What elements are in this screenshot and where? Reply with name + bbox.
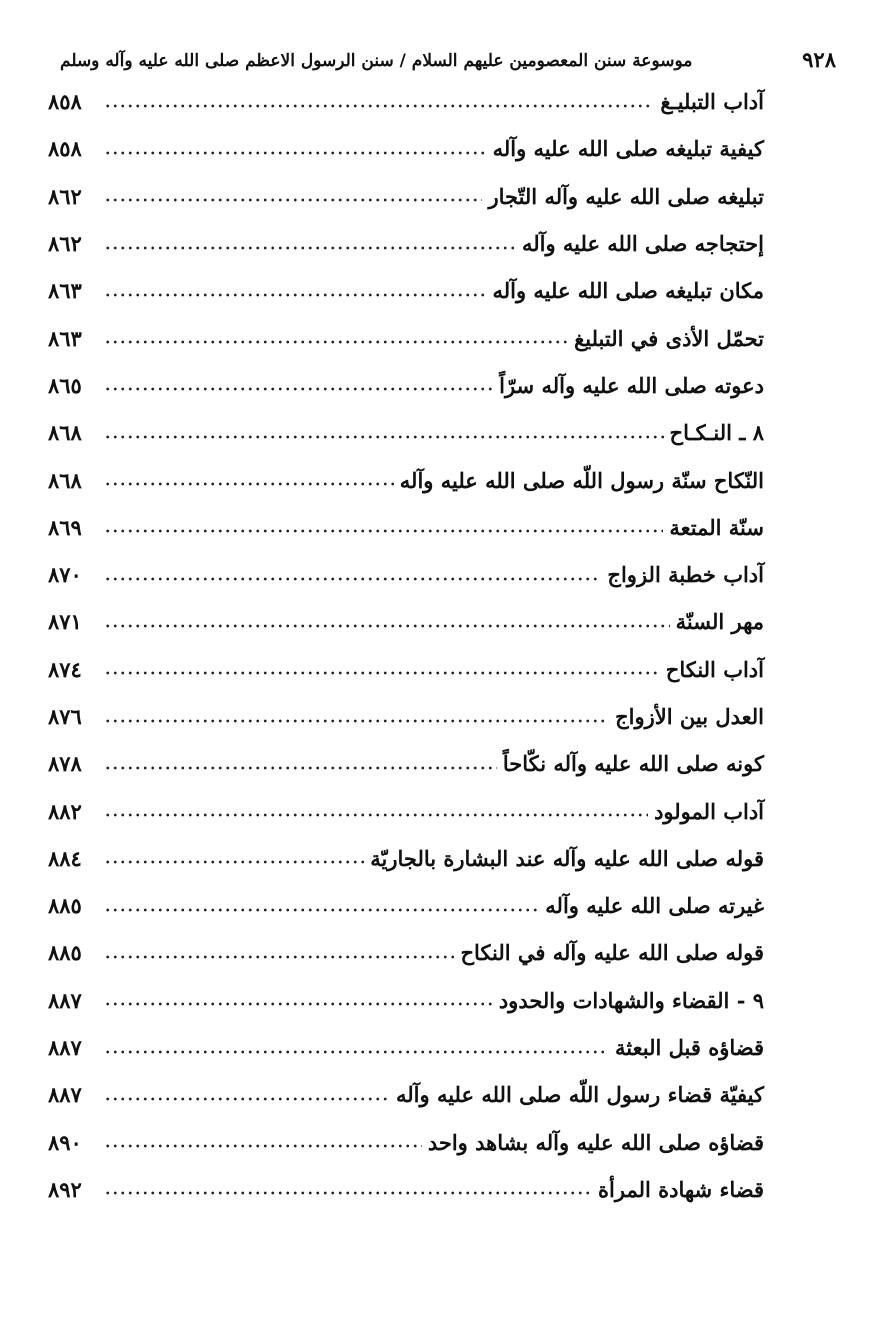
dot-leader [104, 432, 664, 442]
toc-entry-title: ٩ - القضاء والشهادات والحدود [498, 987, 764, 1013]
toc-entry [48, 125, 764, 172]
dot-leader [104, 243, 516, 253]
toc-entry [48, 646, 764, 693]
dot-leader [104, 148, 487, 158]
dot-leader [104, 195, 482, 205]
toc-entry-page: ٨٨٤ [48, 845, 82, 871]
toc-entry-page: ٨٧٦ [48, 704, 82, 729]
dot-leader [104, 763, 497, 773]
toc-entry-page: ٨٥٨ [48, 136, 82, 162]
dot-leader [104, 1141, 422, 1151]
dot-leader [104, 952, 454, 962]
toc-entry-title: قضاؤه قبل البعثة [615, 1035, 764, 1061]
toc-entry-page: ٨٦٣ [48, 325, 82, 351]
toc-entry [48, 456, 764, 503]
toc-entry-page: ٨٦٩ [48, 514, 82, 540]
toc-entry [48, 314, 764, 361]
toc-entry-title: كيفيّة قضاء رسول اللّه صلى الله عليه وآله [396, 1082, 764, 1108]
toc-entry [48, 1071, 764, 1118]
toc-entry-title: مهر السنّة [675, 609, 764, 635]
dot-leader [104, 1094, 390, 1104]
toc-entry-title: كيفية تبليغه صلى الله عليه وآله [492, 136, 764, 162]
page-header [60, 30, 836, 70]
dot-leader [104, 574, 601, 584]
toc-entry [48, 362, 764, 409]
toc-entry-title: إحتجاجه صلى الله عليه وآله [521, 231, 764, 257]
toc-entry-title: النّكاح سنّة رسول اللّه صلى الله عليه وآله [399, 467, 764, 493]
dot-leader [104, 479, 394, 489]
dot-leader [104, 621, 670, 631]
toc-entry-page: ٨٦٨ [48, 420, 82, 446]
toc-entry [48, 267, 764, 314]
dot-leader [104, 999, 493, 1009]
toc-entry [48, 1024, 764, 1071]
toc-entry-title: قضاء شهادة المرأة [598, 1176, 764, 1202]
toc-entry-title: آداب النكاح [665, 656, 764, 682]
toc-entry-page: ٨٨٧ [48, 987, 82, 1013]
toc-entry [48, 977, 764, 1024]
dot-leader [104, 1188, 592, 1198]
toc-entry [48, 409, 764, 456]
toc-entry-title: آداب التبليـغ [660, 89, 764, 115]
toc-entry-page: ٨٩٠ [48, 1129, 82, 1155]
dot-leader [104, 1047, 609, 1057]
toc-entry [48, 551, 764, 598]
toc-entry-page: ٨٧٤ [48, 656, 82, 682]
toc-entry [48, 929, 764, 976]
toc-entry-page: ٨٧١ [48, 609, 82, 635]
toc-entry-title: آداب المولود [654, 798, 764, 824]
toc-entry-page: ٨٦٣ [48, 278, 82, 304]
toc-entry-page: ٨٩٢ [48, 1176, 82, 1202]
toc-entry-title: تبليغه صلى الله عليه وآله التّجار [488, 183, 764, 209]
toc-entry-page: ٨٥٨ [48, 89, 82, 115]
toc-entry [48, 1119, 764, 1166]
dot-leader [104, 101, 654, 111]
dot-leader [104, 905, 539, 915]
toc-entry [48, 835, 764, 882]
toc-entry-page: ٨٨٥ [48, 940, 82, 966]
toc-entry [48, 504, 764, 551]
toc-entry-title: آداب خطبة الزواج [607, 562, 764, 588]
toc-entry [48, 173, 764, 220]
toc-entry-page: ٨٦٢ [48, 231, 82, 257]
toc-entry-page: ٨٦٥ [48, 372, 82, 398]
toc-entry [48, 1166, 764, 1213]
running-title: موسوعة سنن المعصومين عليهم السلام / سنن الرسول الاعظم صلى الله عليه وآله وسلم [60, 51, 693, 71]
toc-entry-title: قضاؤه صلى الله عليه وآله بشاهد واحد [427, 1129, 764, 1155]
toc-entry [48, 740, 764, 787]
toc-entry [48, 78, 764, 125]
page-number: ٩٢٨ [802, 47, 836, 72]
toc-entry-title: العدل بين الأزواج [615, 704, 764, 729]
toc-entry [48, 693, 764, 740]
toc-entry-title: سنّة المتعة [669, 514, 764, 540]
dot-leader [104, 810, 648, 820]
dot-leader [104, 526, 663, 536]
toc-entry-title: كونه صلى الله عليه وآله نكّاحاً [502, 751, 764, 777]
dot-leader [104, 716, 609, 726]
toc-entry-title: قوله صلى الله عليه وآله في النكاح [460, 940, 764, 966]
toc-entry-page: ٨٧٨ [48, 751, 82, 777]
dot-leader [104, 337, 568, 347]
dot-leader [104, 384, 493, 394]
toc-entry-page: ٨٦٨ [48, 467, 82, 493]
toc-entry [48, 882, 764, 929]
toc-entry [48, 598, 764, 645]
toc-entry-title: ٨ ـ النـكـاح [669, 420, 764, 446]
toc-entry-title: قوله صلى الله عليه وآله عند البشارة بالجاريّة [370, 845, 764, 871]
toc-entry-page: ٨٨٧ [48, 1035, 82, 1061]
dot-leader [104, 668, 660, 678]
toc-entry [48, 787, 764, 834]
toc-entry-title: غيرته صلى الله عليه وآله [545, 893, 764, 919]
toc-entry-title: مكان تبليغه صلى الله عليه وآله [492, 278, 764, 304]
toc-entry-title: تحمّل الأذى في التبليغ [574, 325, 764, 351]
dot-leader [104, 290, 486, 300]
toc-entry-title: دعوته صلى الله عليه وآله سرّاً [499, 372, 764, 398]
toc-entry-page: ٨٧٠ [48, 562, 82, 588]
table-of-contents [48, 78, 764, 1213]
toc-entry-page: ٨٨٢ [48, 798, 82, 824]
toc-entry-page: ٨٨٧ [48, 1082, 82, 1108]
toc-entry-page: ٨٨٥ [48, 893, 82, 919]
dot-leader [104, 857, 364, 867]
toc-entry-page: ٨٦٢ [48, 183, 82, 209]
toc-entry [48, 220, 764, 267]
